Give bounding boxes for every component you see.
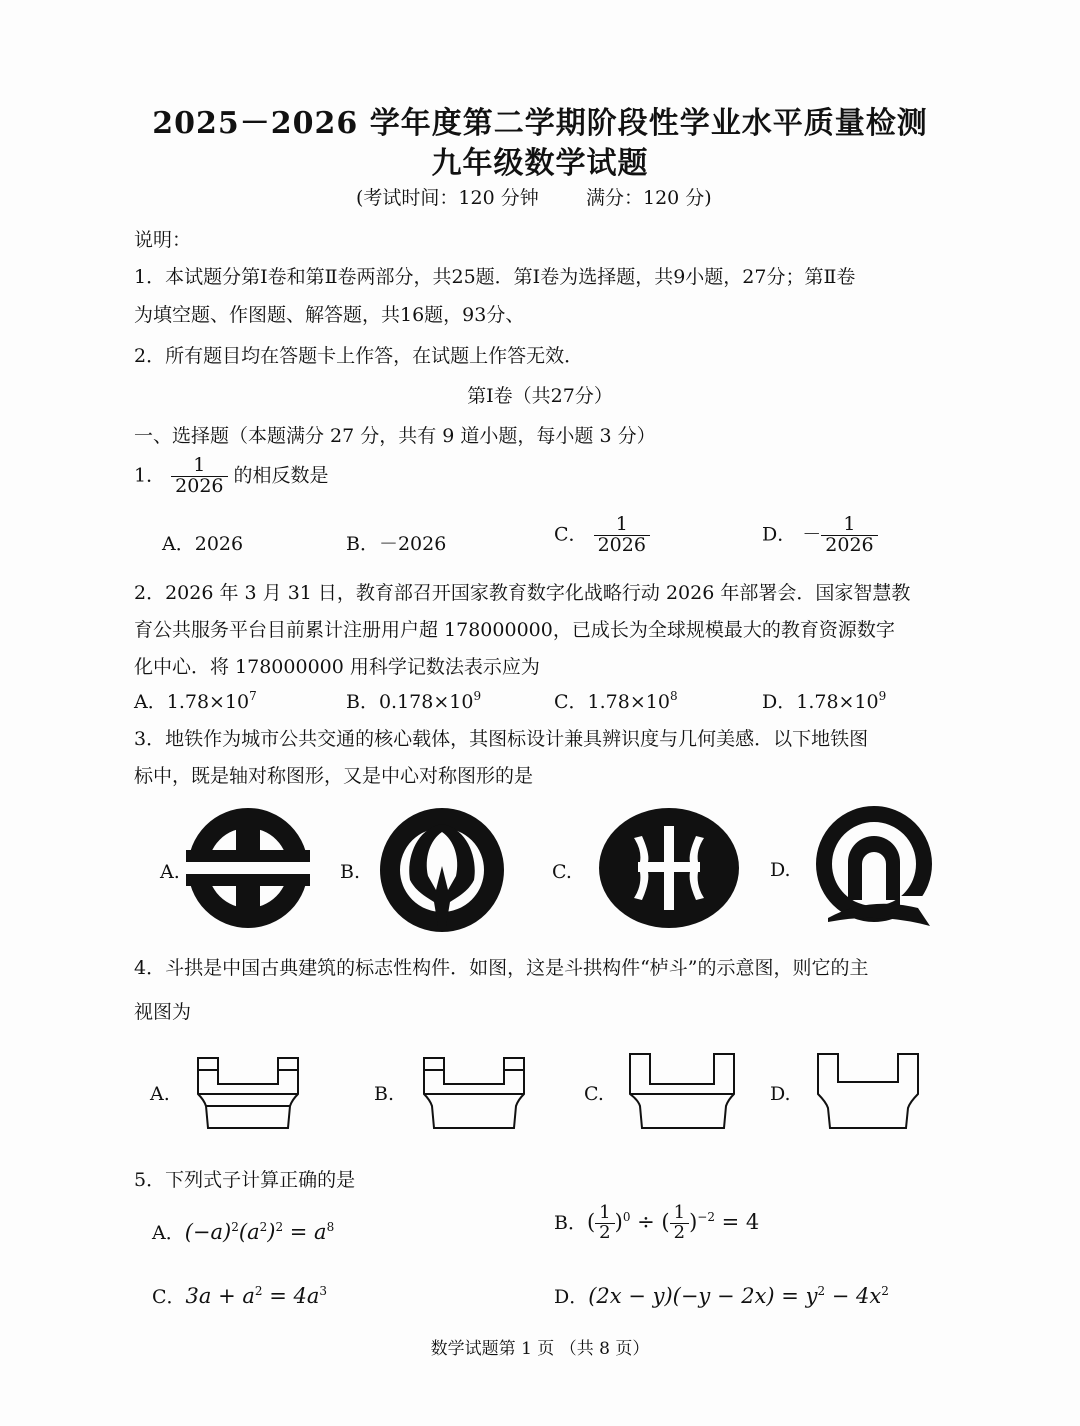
- question-3-line-1: 3．地铁作为城市公共交通的核心载体，其图标设计兼具辨识度与几何美感．以下地铁图: [134, 728, 869, 750]
- q1-fraction: $\frac{1}{2026}$: [171, 456, 227, 497]
- metro-logo-a-icon[interactable]: [186, 806, 310, 930]
- q1-option-c[interactable]: C． $\frac{1}{2026}$: [554, 515, 650, 556]
- q3-option-d-label[interactable]: D.: [770, 859, 791, 881]
- metro-logo-d-icon[interactable]: [808, 800, 940, 932]
- q1-option-d[interactable]: D． － $\frac{1}{2026}$: [762, 515, 878, 556]
- question-1: [134, 456, 329, 497]
- page-footer: 数学试题第 1 页 （共 8 页）: [430, 1339, 650, 1359]
- q5-option-d[interactable]: D．$(2x - y)(-y - 2x) = y^2 - 4x^2$: [554, 1284, 889, 1308]
- exam-time: (考试时间：120 分钟: [356, 187, 539, 209]
- exam-title: 2025－2026 学年度第二学期阶段性学业水平质量检测: [152, 106, 928, 141]
- full-score: 满分：120 分): [586, 187, 712, 209]
- instructions-heading: 说明：: [134, 229, 192, 251]
- q5-option-c[interactable]: C．$3a + a^2 = 4a^3$: [152, 1284, 328, 1308]
- instruction-item-1-cont: 为填空题、作图题、解答题，共16题，93分、: [134, 304, 525, 326]
- dougong-view-d-icon[interactable]: [816, 1052, 922, 1130]
- instruction-item-1: 1．本试题分第Ⅰ卷和第Ⅱ卷两部分，共25题．第Ⅰ卷为选择题，共9小题，27分；第Ⅱ卷: [134, 266, 856, 288]
- metro-logo-c-icon[interactable]: [598, 806, 740, 930]
- q1-stem: 的相反数是: [233, 464, 329, 487]
- exam-subtitle: 九年级数学试题: [431, 146, 649, 181]
- question-4-line-1: 4．斗拱是中国古典建筑的标志性构件．如图，这是斗拱构件“栌斗”的示意图，则它的主: [134, 957, 869, 979]
- q4-option-a-label[interactable]: A.: [150, 1083, 170, 1105]
- metro-logo-b-icon[interactable]: [378, 806, 506, 934]
- question-2-line-2: 育公共服务平台目前累计注册用户超 178000000，已成长为全球规模最大的教育资源数字: [134, 619, 895, 641]
- question-5: 5．下列式子计算正确的是: [134, 1169, 356, 1191]
- q1-option-a[interactable]: A．2026: [162, 533, 244, 555]
- dougong-view-a-icon[interactable]: [196, 1056, 302, 1130]
- part1-title: 第Ⅰ卷（共27分）: [467, 385, 613, 407]
- question-4-line-2: 视图为: [134, 1001, 192, 1023]
- q5-option-b[interactable]: B．( $\frac{1}{2}$ )$^0$ ÷ ( $\frac{1}{2}$ )$^{-2}$ = 4: [554, 1202, 760, 1243]
- question-2-line-1: 2．2026 年 3 月 31 日，教育部召开国家教育数字化战略行动 2026 年部署会．国家智慧教: [134, 582, 911, 604]
- q4-option-d-label[interactable]: D.: [770, 1083, 791, 1105]
- question-3-line-2: 标中，既是轴对称图形，又是中心对称图形的是: [134, 765, 534, 787]
- q1-option-b[interactable]: B．－2026: [346, 533, 447, 555]
- dougong-view-b-icon[interactable]: [422, 1056, 528, 1130]
- dougong-view-c-icon[interactable]: [628, 1052, 738, 1130]
- q3-option-b-label[interactable]: B.: [340, 861, 361, 883]
- question-2-line-3: 化中心．将 178000000 用科学记数法表示应为: [134, 656, 540, 678]
- q4-option-b-label[interactable]: B.: [374, 1083, 395, 1105]
- q3-option-a-label[interactable]: A.: [160, 861, 180, 883]
- q3-option-c-label[interactable]: C.: [552, 861, 572, 883]
- instruction-item-2: 2．所有题目均在答题卡上作答，在试题上作答无效．: [134, 345, 584, 367]
- q2-option-b[interactable]: B．$0.178\times 10^9$: [346, 689, 482, 713]
- q1-number: 1．: [134, 464, 166, 487]
- q2-option-a[interactable]: A．$1.78\times 10^7$: [134, 689, 257, 713]
- q4-option-c-label[interactable]: C.: [584, 1083, 604, 1105]
- q5-option-a[interactable]: A．$(-a)^2(a^2)^2 = a^8$: [152, 1220, 335, 1244]
- q2-option-d[interactable]: D．$1.78\times 10^9$: [762, 689, 887, 713]
- q2-option-c[interactable]: C．$1.78\times 10^8$: [554, 689, 678, 713]
- section-heading: 一、选择题（本题满分 27 分，共有 9 道小题，每小题 3 分）: [134, 425, 656, 447]
